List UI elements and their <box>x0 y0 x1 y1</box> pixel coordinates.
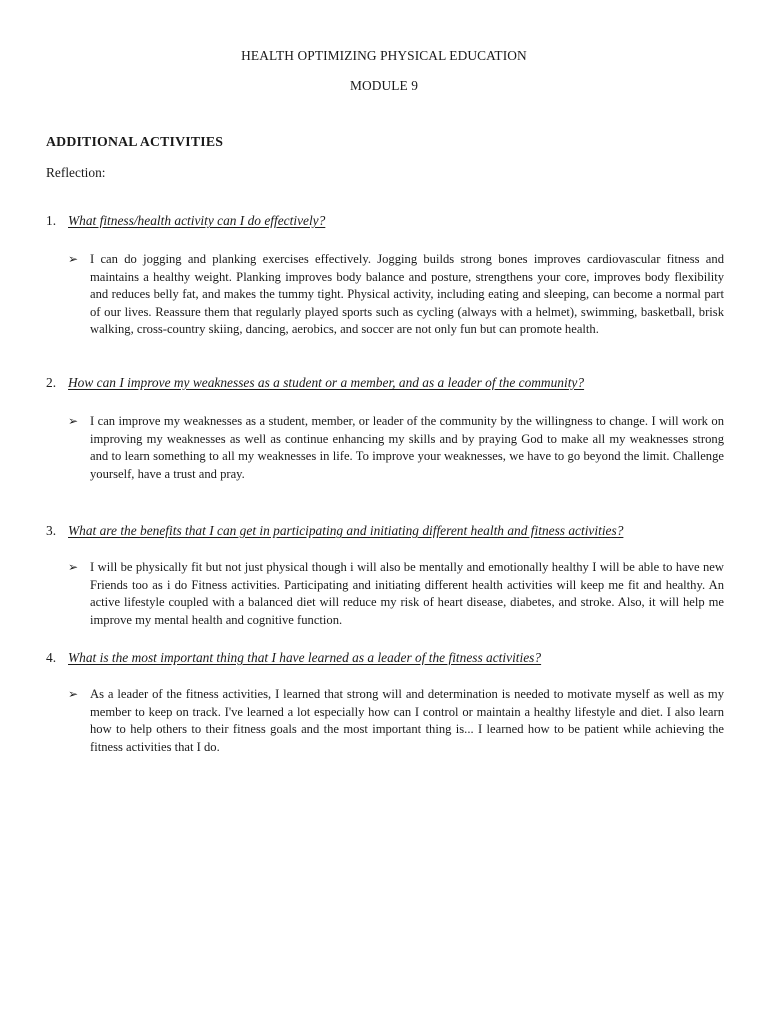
question-4 <box>46 650 736 666</box>
answer-text: I can do jogging and planking exercises effectively. Jogging builds strong bones improves cardiovascular fitness and maintains a healthy weight. Planking improves body balance and posture, strengthens your core, improves body flexibility and reduces belly fat, and makes the tummy tight. Physical activity, including eating and sleeping, can become a normal part of our lives. Reassure them that regularly played sports such as cycling (always with a helmet), swimming, basketball, brisk walking, cross-country skiing, dancing, aerobics, and soccer are not only fun but can promote health. <box>90 252 724 337</box>
question-1 <box>46 213 736 229</box>
answer-text: I can improve my weaknesses as a student, member, or leader of the community by the willingness to change. I will work on improving my weaknesses as well as continue enhancing my skills and by praying God to make all my weaknesses strong and to learn something to all my weaknesses in life. To improve your weaknesses, we have to go beyond the limit. Challenge yourself, have a trust and pray. <box>90 414 724 481</box>
document-title: HEALTH OPTIMIZING PHYSICAL EDUCATION <box>241 48 527 63</box>
question-number: 4. <box>46 650 57 665</box>
question-3 <box>46 523 736 539</box>
reflection-label: Reflection: <box>46 165 106 180</box>
answer-text: As a leader of the fitness activities, I learned that strong will and determination is needed to motivate myself as well as my member to keep on track. I've learned a lot especially how can I control or maintain a healthy lifestyle and diet. I also learn how to help others to their fitness goals and the most important thing is... I learned how to be patient while achieving the fitness activities that I do. <box>90 687 724 754</box>
answer-1 <box>68 251 724 339</box>
question-2 <box>46 375 736 391</box>
arrow-bullet-icon: ➢ <box>68 252 79 266</box>
arrow-bullet-icon: ➢ <box>68 687 79 701</box>
arrow-bullet-icon: ➢ <box>68 414 79 428</box>
question-text: What are the benefits that I can get in participating and initiating different health and fitness activities? <box>68 523 624 538</box>
section-heading: ADDITIONAL ACTIVITIES <box>46 134 224 149</box>
arrow-bullet-icon: ➢ <box>68 560 79 574</box>
question-number: 1. <box>46 213 57 228</box>
answer-text: I will be physically fit but not just physical though i will also be mentally and emotionally healthy I will be able to have new Friends too as i do Fitness activities. Participating and initiating different health activities will keep me fit and healthy. An active lifestyle coupled with a balanced diet will reduce my risk of heart disease, diabetes, and stroke. Also, it will help me improve my mental health and cognitive function. <box>90 560 724 627</box>
answer-4 <box>68 686 724 756</box>
question-text: What is the most important thing that I have learned as a leader of the fitness activities? <box>68 650 542 665</box>
answer-2 <box>68 413 724 483</box>
question-number: 2. <box>46 375 57 390</box>
module-label: MODULE 9 <box>349 78 419 93</box>
question-text: What fitness/health activity can I do effectively? <box>68 213 326 228</box>
question-text: How can I improve my weaknesses as a student or a member, and as a leader of the community? <box>68 375 585 390</box>
question-number: 3. <box>46 523 57 538</box>
answer-3 <box>68 559 724 629</box>
